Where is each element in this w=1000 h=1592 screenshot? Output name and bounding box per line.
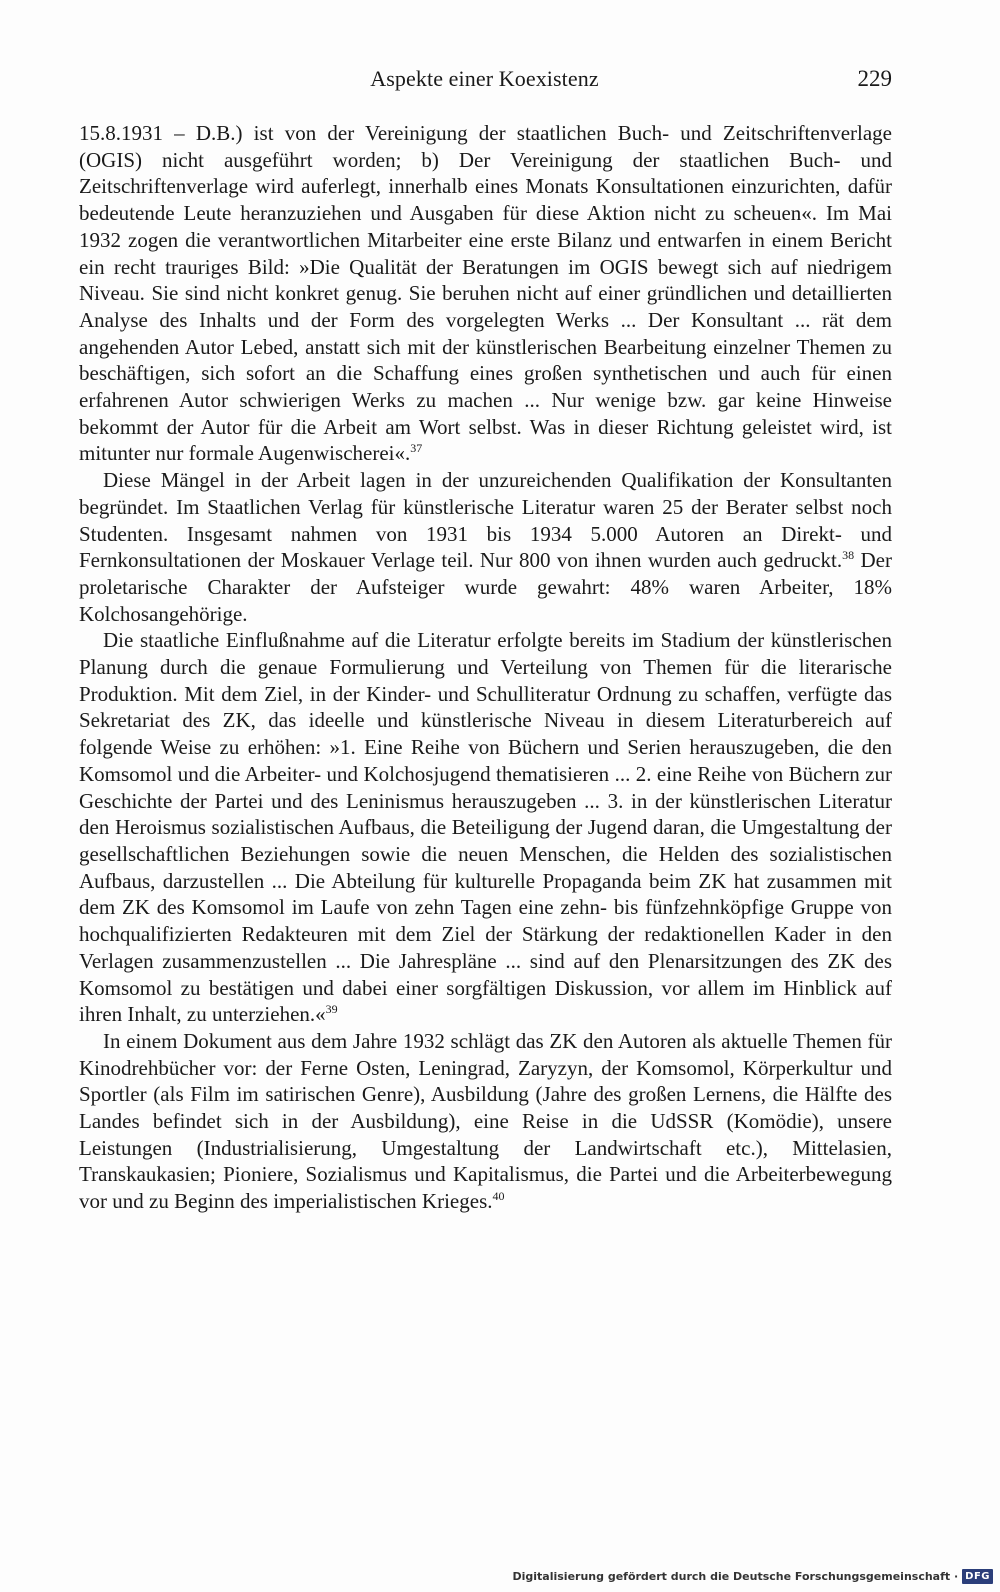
running-title: Aspekte einer Koexistenz [370, 66, 599, 91]
page-number: 229 [857, 66, 892, 91]
dfg-logo-icon: DFG [962, 1569, 993, 1584]
paragraph-1 [79, 120, 892, 467]
paragraph-text: 15.8.1931 – D.B.) ist von der Vereinigung der staatlichen Buch- und Zeitschriftenverlage (OGIS) nicht ausgeführt worden; b) Der Vereinigung der staatlichen Buch- und Zeitschriftenverlage wird auferlegt, innerhalb eines Monats Konsultationen einzurichten, dafür bedeutende Leute heranzuziehen und Ausgaben für diese Aktion nicht zu scheuen«. Im Mai 1932 zogen die verantwortlichen Mitarbeiter eine erste Bilanz und entwarfen in einem Bericht ein recht trauriges Bild: »Die Qualität der Beratungen im OGIS bewegt sich auf niedrigem Niveau. Sie sind nicht konkret genug. Sie beruhen nicht auf einer gründlichen und detaillierten Analyse des Inhalts und der Form des vorgelegten Werks ... Der Konsultant ... rät dem angehenden Autor Lebed, anstatt sich mit der künstlerischen Bearbeitung einzelner Themen zu beschäftigen, sich sofort an die Schaffung eines großen synthetischen und auch für einen erfahrenen Autor schwierigen Werks zu machen ... Nur wenige bzw. gar keine Hinweise bekommt der Autor für die Arbeit am Wort selbst. Was in dieser Richtung geleistet wird, ist mitunter nur formale Augenwischerei«. [79, 121, 892, 466]
body-text [79, 120, 892, 1215]
paragraph-text: Die staatliche Einflußnahme auf die Literatur erfolgte bereits im Stadium der künstlerischen Planung durch die genaue Formulierung und Verteilung von Themen für die literarische Produktion. Mit dem Ziel, in der Kinder- und Schulliteratur Ordnung zu schaffen, verfügte das Sekretariat des ZK, das ideelle und künstlerische Niveau in diesem Literaturbereich auf folgende Weise zu erhöhen: »1. Eine Reihe von Büchern und Serien herauszugeben, die den Komsomol und die Arbeiter- und Kolchosjugend thematisieren ... 2. eine Reihe von Büchern zur Geschichte der Partei und des Leninismus herauszugeben ... 3. in der künstlerischen Literatur den Heroismus sozialistischen Aufbaus, die Beteiligung der Jugend daran, die Umgestaltung der gesellschaftlichen Beziehungen sowie die neuen Menschen, die Helden des sozialistischen Aufbaus, darzustellen ... Die Abteilung für kulturelle Propaganda beim ZK hat zusammen mit dem ZK des Komsomol im Laufe von zehn Tagen eine zehn- bis fünfzehnköpfige Gruppe von hochqualifizierten Redakteuren mit dem Ziel der Stärkung der redaktionellen Kader in den Verlagen zusammenzustellen ... Die Jahrespläne ... sind auf den Plenarsitzungen des ZK des Komsomol zu bestätigen und dabei einer sorgfältigen Diskussion, vor allem im Hinblick auf ihren Inhalt, zu unterziehen.« [79, 628, 892, 1027]
footnote-ref-38[interactable]: 38 [842, 548, 855, 563]
running-head [77, 66, 892, 100]
footnote-ref-39[interactable]: 39 [325, 1002, 338, 1017]
paragraph-4 [79, 1028, 892, 1215]
digitization-credit [512, 1566, 993, 1586]
paragraph-3 [79, 627, 892, 1028]
paragraph-text: Diese Mängel in der Arbeit lagen in der unzureichenden Qualifikation der Konsultanten begründet. Im Staatlichen Verlag für künstlerische Literatur waren 25 der Berater selbst noch Studenten. Insgesamt nahmen von 1931 bis 1934 5.000 Autoren an Direkt- und Fernkonsultationen der Moskauer Verlage teil. Nur 800 von ihnen wurden auch gedruckt. [79, 468, 892, 573]
paragraph-2 [79, 467, 892, 627]
footnote-ref-37[interactable]: 37 [410, 441, 423, 456]
paragraph-text-continued: Der proletarische Charakter der Aufsteiger wurde gewahrt: 48% waren Arbeiter, 18% Kolchosangehörige. [79, 548, 892, 626]
footnote-ref-40[interactable]: 40 [492, 1189, 505, 1204]
paragraph-text: In einem Dokument aus dem Jahre 1932 schlägt das ZK den Autoren als aktuelle Themen für Kinodrehbücher vor: der Ferne Osten, Leningrad, Zaryzyn, der Komsomol, Körperkultur und Sportler (als Film im satirischen Genre), Ausbildung (Jahre des großen Lernens, die Hälfte des Landes befindet sich in der Ausbildung), eine Reise in die UdSSR (Komödie), unsere Leistungen (Industrialisierung, Umgestaltung der Landwirtschaft etc.), Mittelasien, Transkaukasien; Pioniere, Sozialismus und Kapitalismus, die Partei und die Arbeiterbewegung vor und zu Beginn des imperialistischen Krieges. [79, 1028, 892, 1214]
credit-text: Digitalisierung gefördert durch die Deutsche Forschungsgemeinschaft · [512, 1569, 959, 1583]
